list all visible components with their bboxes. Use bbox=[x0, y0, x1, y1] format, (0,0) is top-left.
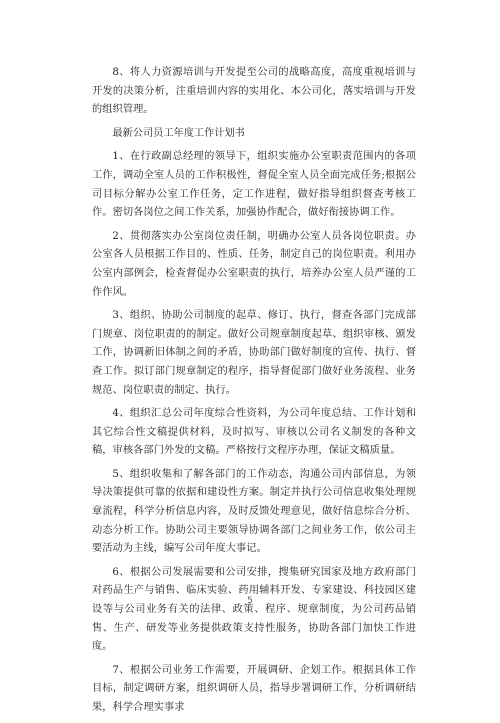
paragraph-item-2: 2、贯彻落实办公室岗位责任制，明确办公室人员各岗位职责。办公室各人员根据工作目的、性质、任务，制定自己的岗位职责。利用办公室内部例会，检查督促办公室职责的执行，培养办公室人员严谨的工作作风。 bbox=[92, 230, 416, 298]
paragraph-item-5: 5、组织收集和了解各部门的工作动态，沟通公司内部信息，为领导决策提供可靠的依据和建设性方案。制定并执行公司信息收集处理规章流程，科学分析信息内容，及时反馈处理意见，做好信息综合分析、动态分析工作。协助公司主要领导协调各部门之间业务工作，依公司主要活动为主线，编写公司年度大事记。 bbox=[92, 468, 416, 555]
paragraph-item-6: 6、根据公司发展需要和公司安排，搜集研究国家及地方政府部门对药品生产与销售、临床实验、药用辅料开发、专家建设、科技园区建设等与公司业务有关的法律、政策、程序、规章制度，为公司药品销售、生产、研发等业务提供政策支持性服务，协助各部门加快工作进度。 bbox=[92, 566, 416, 653]
paragraph-item-1: 1、在行政副总经理的领导下，组织实施办公室职责范围内的各项工作，调动全室人员的工作积极性，督促全室人员全面完成任务;根据公司目标分解办公室工作任务，定工作进程，做好指导组织督查考核工作。密切各岗位之间工作关系，加强协作配合，做好衔接协调工作。 bbox=[92, 151, 416, 219]
paragraph-item-8: 8、将人力资源培训与开发提至公司的战略高度，高度重视培训与开发的决策分析，注重培训内容的实用化、本公司化，落实培训与开发的组织管理。 bbox=[92, 67, 416, 116]
paragraph-item-4: 4、组织汇总公司年度综合性资料，为公司年度总结、工作计划和其它综合性文稿提供材料，及时拟写、审核以公司名义制发的各种文稿，审核各部门外发的文稿。严格按行文程序办理，保证文稿质量。 bbox=[92, 408, 416, 457]
page-number: 5 bbox=[247, 596, 253, 606]
section-title: 最新公司员工年度工作计划书 bbox=[112, 127, 245, 139]
paragraph-item-7: 7、根据公司业务工作需要，开展调研、企划工作。根据具体工作目标，制定调研方案，组织调研人员，指导步署调研工作，分析调研结果，科学合理实事求 bbox=[92, 664, 416, 713]
paragraph-item-3: 3、组织、协助公司制度的起草、修订、执行，督查各部门完成部门规章、岗位职责的的制定。做好公司规章制度起草、组织审核、颁发工作，协调新旧体制之间的矛盾，协助部门做好制度的宣传、执行、督查工作。拟订部门规章制定的程序，指导督促部门做好业务流程、业务规范、岗位职责的制定、执行。 bbox=[92, 310, 416, 396]
document-body bbox=[92, 64, 416, 723]
